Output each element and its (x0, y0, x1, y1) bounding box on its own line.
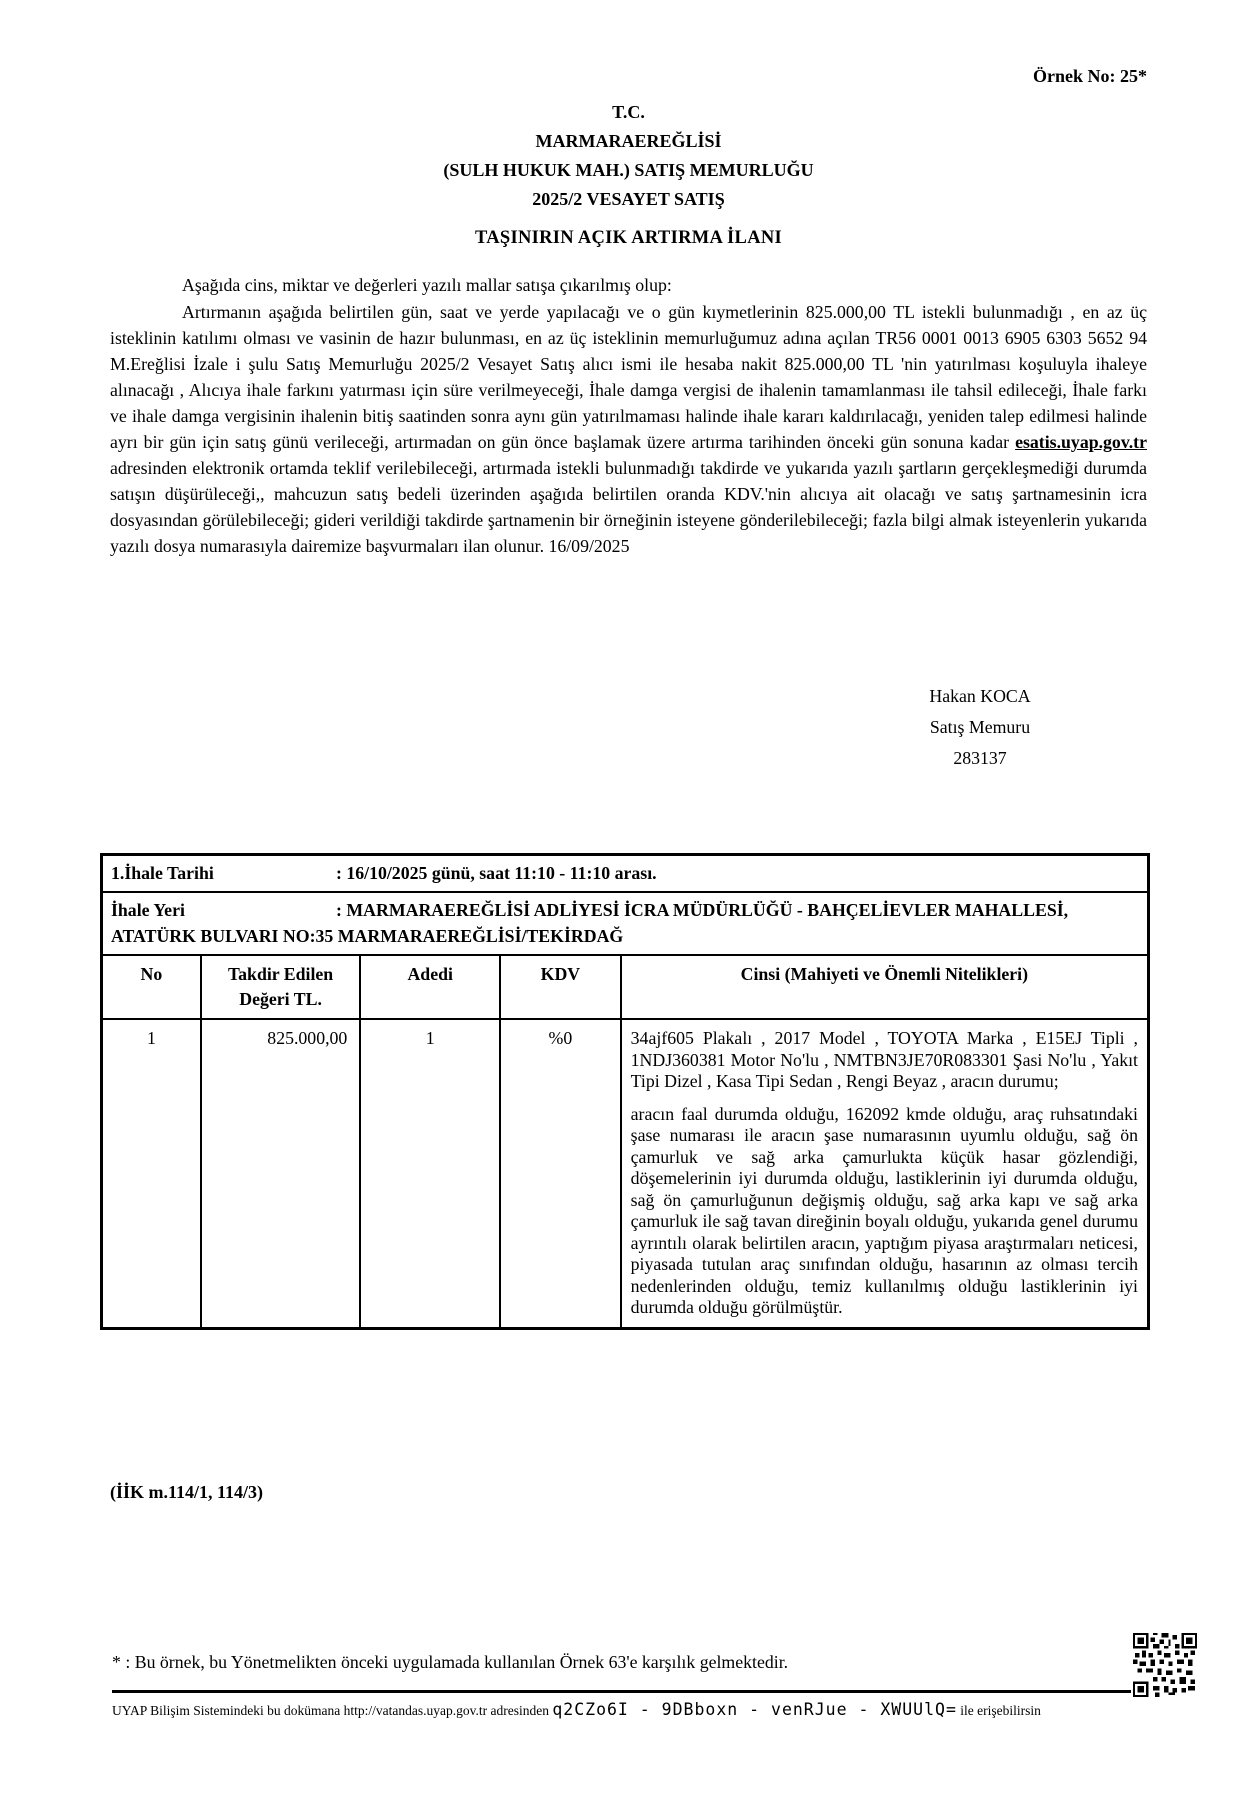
esatis-link[interactable]: esatis.uyap.gov.tr (1015, 432, 1147, 452)
table-row (102, 1019, 1149, 1328)
auction-date-row (102, 855, 1149, 893)
cell-no: 1 (102, 1019, 201, 1328)
header-line-city: MARMARAEREĞLİSİ (535, 131, 722, 151)
signature-block (830, 681, 1130, 774)
header-line-tc: T.C. (612, 102, 645, 122)
cell-value: 825.000,00 (201, 1019, 360, 1328)
auction-table-wrapper (100, 853, 1150, 1330)
intro-line: Aşağıda cins, miktar ve değerleri yazılı mallar satışa çıkarılmış olup: (182, 275, 672, 295)
body-text (110, 272, 1147, 559)
uyap-prefix: UYAP Bilişim Sistemindeki bu dokümana http://vatandas.uyap.gov.tr adresinden (112, 1703, 553, 1718)
paragraph-before-link: Artırmanın aşağıda belirtilen gün, saat ve yerde yapılacağı ve o gün kıymetlerinin 825.000,00 TL istekli bulunmadığı , en az üç isteklinin katılımı olması ve vasinin de hazır bulunması, en az üç isteklinin memurluğumuz adına açılan TR56 0001 0013 6905 6303 5652 94 M.Ereğlisi İzale i şulu Satış Memurluğu 2025/2 Vesayet Satış alıcı ismi ile hesaba nakit 825.000,00 TL 'nin yatırılması koşuluyla ihaleye alınacağı , Alıcıya ihale farkını yatırması için süre verilmeyeceği, İhale damga vergisi de ihalenin tamamlanması ile tahsil edileceği, İhale farkı ve ihale damga vergisinin ihalenin bitiş saatinden sonra aynı gün yatırılmaması halinde ihale kararı kaldırılacağı, yeniden talep edilmesi halinde ayrı bir gün için satış günü verileceği, artırmadan on gün önce başlamak üzere artırma tarihinden önceki gün sonuna kadar (110, 302, 1147, 452)
vehicle-identity-paragraph: 34ajf605 Plakalı , 2017 Model , TOYOTA Marka , E15EJ Tipli , 1NDJ360381 Motor No'lu , NMTBN3JE70R083301 Şasi No'lu , Yakıt Tipi Dizel , Kasa Tipi Sedan , Rengi Beyaz , aracın durumu; (630, 1028, 1138, 1091)
column-header-kdv: KDV (500, 955, 621, 1019)
table-header-row (102, 955, 1149, 1019)
document-title: TAŞINIRIN AÇIK ARTIRMA İLANI (474, 228, 783, 248)
signer-role: Satış Memuru (929, 717, 1031, 737)
uyap-suffix: ile erişebilirsin (956, 1703, 1041, 1718)
iik-reference: (İİK m.114/1, 114/3) (110, 1482, 264, 1502)
ornek-no-label: Örnek No: 25* (1033, 66, 1147, 86)
cell-kdv: %0 (500, 1019, 621, 1328)
qr-code (1133, 1633, 1197, 1697)
vehicle-condition-paragraph: aracın faal durumda olduğu, 162092 kmde olduğu, araç ruhsatındaki şase numarası ile aracın şase numarasının uyumlu olduğu, sağ ön çamurluk ve sağ arka çamurlukta küçük hasar gözlendiği, döşemelerinin iyi durumda olduğu, lastiklerinin iyi durumda olduğu, sağ ön çamurluğunun değişmiş olduğu, sağ arka kapı ve sağ arka çamurluk ile sağ tavan direğinin boyalı olduğu, yukarıda genel durumu ayrıntılı olarak belirtilen aracın, yaptığım piyasa araştırmaları neticesi, piyasada tutulan araç sınıfından olduğu, hasarının az olması tercih nedenlerinden olduğu, temiz kullanılmış olduğu lastiklerinin iyi durumda olduğu görülmüştür. (630, 1103, 1138, 1317)
uyap-access-line (112, 1700, 1122, 1719)
main-paragraph (110, 299, 1147, 559)
auction-date-value: : 16/10/2025 günü, saat 11:10 - 11:10 arası. (336, 863, 657, 883)
header-line-file: 2025/2 VESAYET SATIŞ (532, 189, 725, 209)
auction-date-label: 1.İhale Tarihi (111, 863, 214, 883)
footer-divider (112, 1690, 1131, 1693)
auction-table (100, 853, 1150, 1330)
column-header-desc: Cinsi (Mahiyeti ve Önemli Nitelikleri) (621, 955, 1149, 1019)
cell-description (621, 1019, 1149, 1328)
asterisk-footnote: * : Bu örnek, bu Yönetmelikten önceki uygulamada kullanılan Örnek 63'e karşılık gelmektedir. (112, 1652, 789, 1672)
auction-place-label: İhale Yeri (111, 900, 185, 920)
column-header-value: Takdir Edilen Değeri TL. (201, 955, 360, 1019)
paragraph-after-link: adresinden elektronik ortamda teklif verilebileceği, artırmada istekli bulunmadığı takdirde ve yukarıda yazılı şartların gerçekleşmediği durumda satışın düşürüleceği,, mahcuzun satış bedeli üzerinden aşağıda belirtilen oranda KDV.'nin alıcıya ait olacağı ve satış şartnamesinin icra dosyasından görülebileceği; gideri verildiği takdirde şartnamenin bir örneğinin isteyene gönderilebileceği; fazla bilgi almak isteyenlerin yukarıda yazılı dosya numarasıyla dairemize başvurmaları ilan olunur. 16/09/2025 (110, 458, 1147, 556)
signer-name: Hakan KOCA (929, 686, 1031, 706)
auction-place-value: : MARMARAEREĞLİSİ ADLİYESİ İCRA MÜDÜRLÜĞÜ - BAHÇELİEVLER MAHALLESİ, ATATÜRK BULVARI NO:35 MARMARAEREĞLİSİ/TEKİRDAĞ (111, 900, 1069, 946)
column-header-qty: Adedi (360, 955, 500, 1019)
header-line-office: (SULH HUKUK MAH.) SATIŞ MEMURLUĞU (443, 160, 814, 180)
signer-registry-no: 283137 (953, 748, 1007, 768)
cell-qty: 1 (360, 1019, 500, 1328)
uyap-verification-code: q2CZo6I - 9DBboxn - venRJue - XWUUlQ= (552, 1700, 957, 1719)
court-header (110, 98, 1147, 214)
auction-place-row (102, 892, 1149, 955)
column-header-no: No (102, 955, 201, 1019)
